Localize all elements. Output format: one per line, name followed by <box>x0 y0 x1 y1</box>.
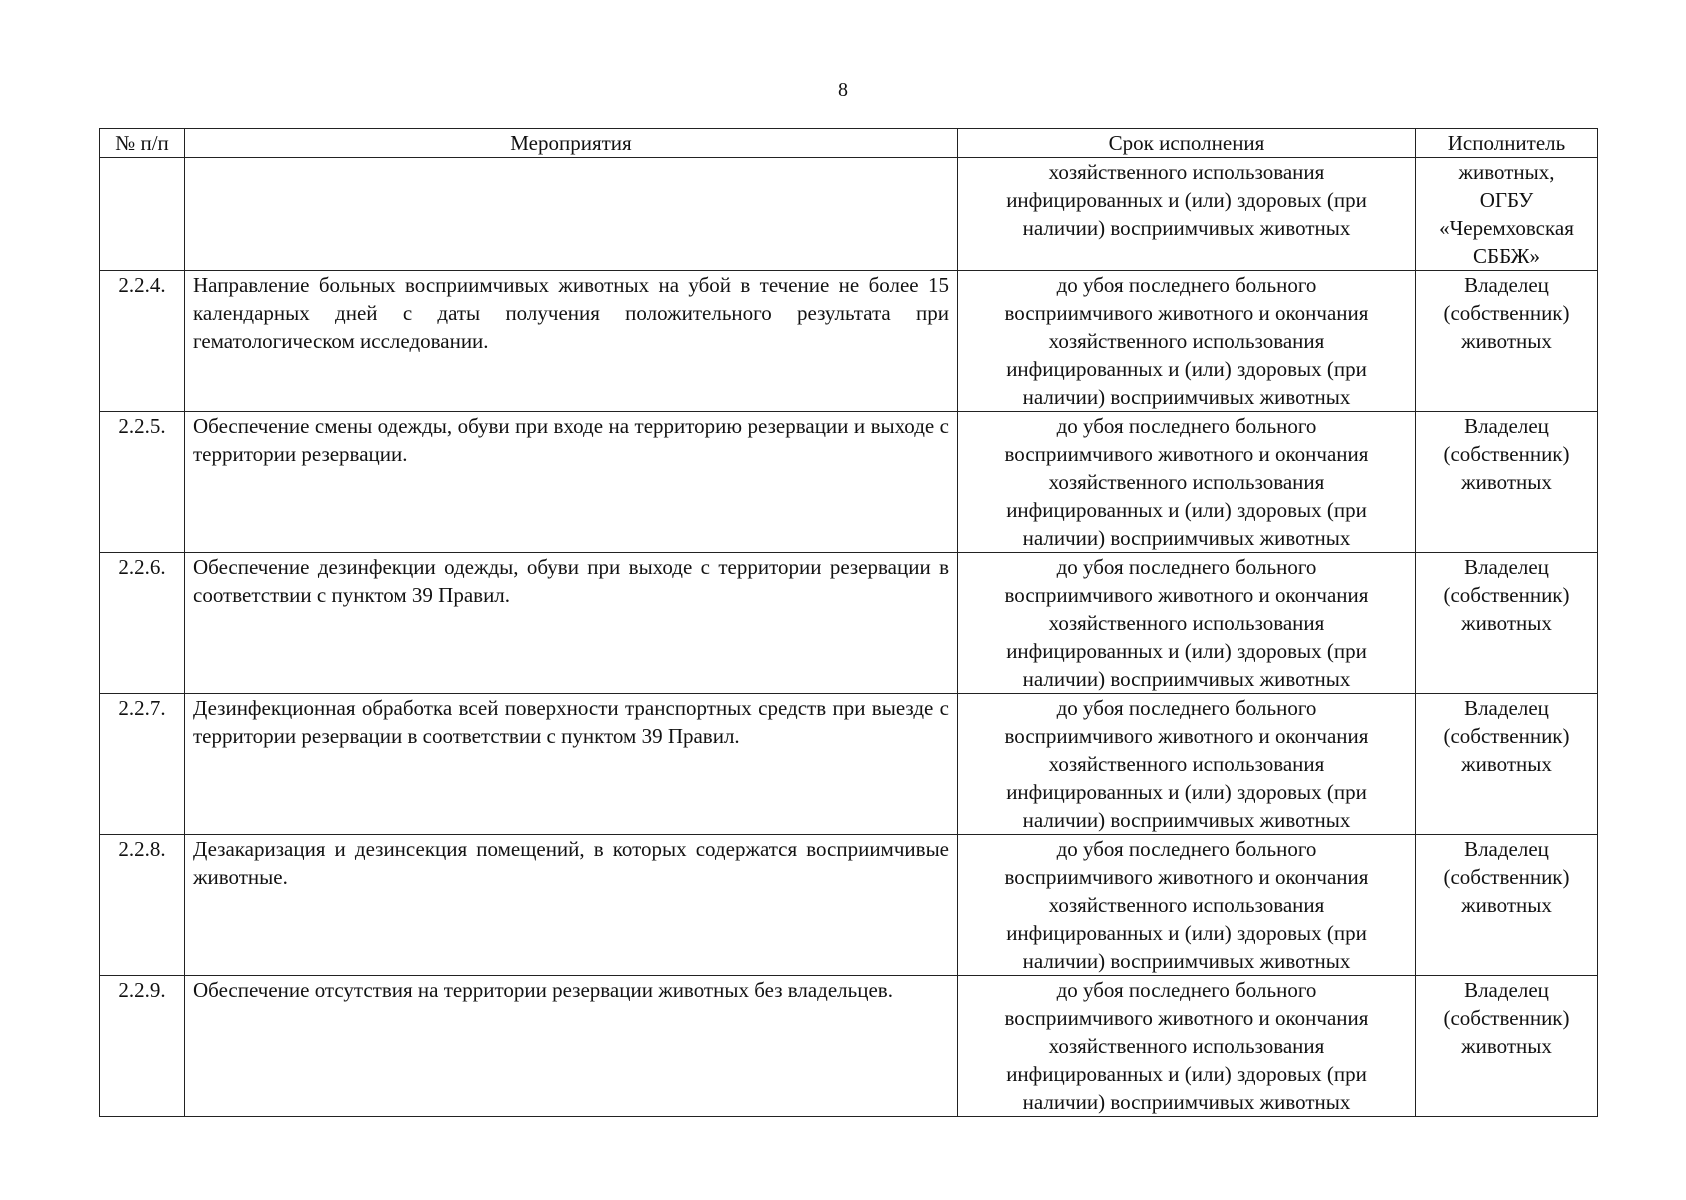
cell-executor <box>1416 158 1598 271</box>
cell-num: 2.2.5. <box>100 412 185 553</box>
deadline-line: наличии) восприимчивых животных <box>1022 667 1351 691</box>
deadline-line: до убоя последнего больного <box>1056 978 1317 1002</box>
header-num: № п/п <box>100 129 185 158</box>
executor-line: «Черемховская <box>1439 216 1574 240</box>
deadline-line: инфицированных и (или) здоровых (при <box>1006 639 1367 663</box>
executor-line: животных <box>1461 893 1552 917</box>
deadline-line: наличии) восприимчивых животных <box>1022 385 1351 409</box>
cell-num: 2.2.4. <box>100 271 185 412</box>
deadline-line: хозяйственного использования <box>1048 470 1325 494</box>
cell-executor <box>1416 976 1598 1117</box>
deadline-line: восприимчивого животного и окончания <box>1004 442 1369 466</box>
executor-line: СББЖ» <box>1473 244 1540 268</box>
deadline-line: хозяйственного использования <box>1048 611 1325 635</box>
header-deadline: Срок исполнения <box>958 129 1416 158</box>
cell-measure: Дезакаризация и дезинсекция помещений, в которых содержатся восприимчивые животные. <box>185 835 958 976</box>
header-executor: Исполнитель <box>1416 129 1598 158</box>
deadline-line: инфицированных и (или) здоровых (при <box>1006 357 1367 381</box>
executor-line: ОГБУ <box>1479 188 1534 212</box>
executor-line: Владелец <box>1464 978 1549 1002</box>
cell-deadline <box>958 694 1416 835</box>
cell-num: 2.2.8. <box>100 835 185 976</box>
cell-measure: Обеспечение отсутствия на территории резервации животных без владельцев. <box>185 976 958 1117</box>
deadline-line: хозяйственного использования <box>1048 752 1325 776</box>
executor-line: животных, <box>1458 160 1555 184</box>
deadline-line: наличии) восприимчивых животных <box>1022 216 1351 240</box>
cell-deadline <box>958 158 1416 271</box>
table-row-continuation <box>100 158 1598 271</box>
executor-line: Владелец <box>1464 273 1549 297</box>
cell-num: 2.2.7. <box>100 694 185 835</box>
deadline-line: инфицированных и (или) здоровых (при <box>1006 188 1367 212</box>
executor-line: (собственник) <box>1443 442 1570 466</box>
deadline-line: до убоя последнего больного <box>1056 696 1317 720</box>
deadline-line: хозяйственного использования <box>1048 160 1325 184</box>
cell-executor <box>1416 835 1598 976</box>
cell-measure: Направление больных восприимчивых животных на убой в течение не более 15 календарных дней с даты получения положительного результата при гематологическом исследовании. <box>185 271 958 412</box>
deadline-line: наличии) восприимчивых животных <box>1022 808 1351 832</box>
deadline-line: до убоя последнего больного <box>1056 273 1317 297</box>
cell-num: 2.2.6. <box>100 553 185 694</box>
deadline-line: до убоя последнего больного <box>1056 555 1317 579</box>
executor-line: животных <box>1461 329 1552 353</box>
cell-num <box>100 158 185 271</box>
cell-deadline <box>958 835 1416 976</box>
executor-line: животных <box>1461 470 1552 494</box>
executor-line: Владелец <box>1464 414 1549 438</box>
cell-measure: Обеспечение дезинфекции одежды, обуви при выходе с территории резервации в соответствии с пунктом 39 Правил. <box>185 553 958 694</box>
deadline-line: восприимчивого животного и окончания <box>1004 724 1369 748</box>
executor-line: (собственник) <box>1443 583 1570 607</box>
cell-executor <box>1416 271 1598 412</box>
table-header-row <box>100 129 1598 158</box>
table-row <box>100 553 1598 694</box>
measures-table <box>99 128 1598 1117</box>
cell-measure: Обеспечение смены одежды, обуви при входе на территорию резервации и выходе с территории резервации. <box>185 412 958 553</box>
deadline-line: инфицированных и (или) здоровых (при <box>1006 498 1367 522</box>
executor-line: животных <box>1461 752 1552 776</box>
cell-deadline <box>958 976 1416 1117</box>
executor-line: Владелец <box>1464 837 1549 861</box>
table-row <box>100 271 1598 412</box>
executor-line: Владелец <box>1464 555 1549 579</box>
deadline-line: хозяйственного использования <box>1048 1034 1325 1058</box>
cell-measure: Дезинфекционная обработка всей поверхности транспортных средств при выезде с территории резервации в соответствии с пунктом 39 Правил. <box>185 694 958 835</box>
deadline-line: до убоя последнего больного <box>1056 414 1317 438</box>
deadline-line: наличии) восприимчивых животных <box>1022 1090 1351 1114</box>
executor-line: (собственник) <box>1443 865 1570 889</box>
deadline-line: наличии) восприимчивых животных <box>1022 526 1351 550</box>
deadline-line: наличии) восприимчивых животных <box>1022 949 1351 973</box>
deadline-line: восприимчивого животного и окончания <box>1004 1006 1369 1030</box>
deadline-line: восприимчивого животного и окончания <box>1004 301 1369 325</box>
table-row <box>100 835 1598 976</box>
cell-executor <box>1416 694 1598 835</box>
deadline-line: хозяйственного использования <box>1048 329 1325 353</box>
deadline-line: восприимчивого животного и окончания <box>1004 583 1369 607</box>
table-row <box>100 694 1598 835</box>
deadline-line: инфицированных и (или) здоровых (при <box>1006 1062 1367 1086</box>
executor-line: (собственник) <box>1443 301 1570 325</box>
cell-executor <box>1416 412 1598 553</box>
executor-line: животных <box>1461 1034 1552 1058</box>
deadline-line: восприимчивого животного и окончания <box>1004 865 1369 889</box>
deadline-line: до убоя последнего больного <box>1056 837 1317 861</box>
executor-line: (собственник) <box>1443 724 1570 748</box>
executor-line: Владелец <box>1464 696 1549 720</box>
table-row <box>100 976 1598 1117</box>
deadline-line: инфицированных и (или) здоровых (при <box>1006 921 1367 945</box>
deadline-line: хозяйственного использования <box>1048 893 1325 917</box>
page-number: 8 <box>838 79 848 101</box>
cell-measure <box>185 158 958 271</box>
executor-line: (собственник) <box>1443 1006 1570 1030</box>
executor-line: животных <box>1461 611 1552 635</box>
header-measure: Мероприятия <box>185 129 958 158</box>
cell-deadline <box>958 412 1416 553</box>
cell-executor <box>1416 553 1598 694</box>
cell-deadline <box>958 271 1416 412</box>
deadline-line: инфицированных и (или) здоровых (при <box>1006 780 1367 804</box>
table-row <box>100 412 1598 553</box>
cell-num: 2.2.9. <box>100 976 185 1117</box>
cell-deadline <box>958 553 1416 694</box>
